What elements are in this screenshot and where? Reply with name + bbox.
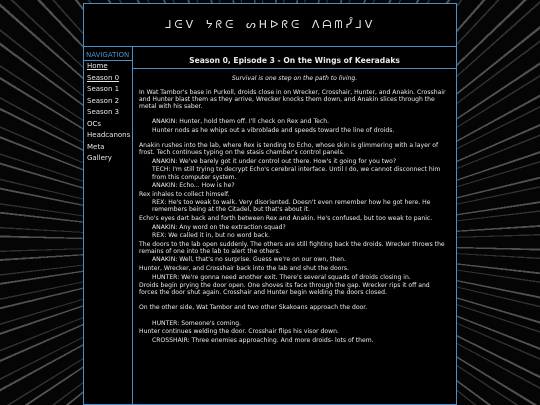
script-paragraph: In Wat Tambor's base in Purkoll, droids close in on Wrecker, Crosshair, Hunter, and Anakin. Crosshair and Hunter blast them as they arrive, Wrecker knocks them down, and Anakin slices through the metal with his saber. (139, 89, 446, 111)
script-dialogue: ANAKIN: Hunter, hold them off. I'll check on Rex and Tech. (152, 118, 330, 126)
page-subtitle: Survival is one step on the path to living. (231, 75, 358, 83)
script-dialogue: CROSSHAIR: Three enemies approaching. And more droids- lots of them. (152, 336, 374, 344)
nav-item-season-2[interactable]: Season 2 (87, 96, 120, 105)
script-action: Hunter nods as he whips out a vibroblade and speeds toward the line of droids. (152, 127, 395, 135)
site-container (83, 3, 457, 405)
script-paragraph: On the other side, Wat Tambor and two other Skakoans approach the door. (139, 304, 368, 312)
script-dialogue: TECH: I'm still trying to decrypt Echo's cerebral interface. Until I do, we cannot disconnect him from this computer system. (152, 166, 441, 181)
nav-title: NAVIGATION (84, 50, 132, 61)
nav-item-season-3[interactable]: Season 3 (87, 108, 120, 116)
script-paragraph: Echo's eyes dart back and forth between Rex and Anakin. He's confused, but too weak to panic. (139, 215, 433, 222)
script-paragraph: Anakin rushes into the lab, where Rex is tending to Echo, whose skin is glimmering with a layer of frost. Tech continues typing on the stasis chamber's control panels. (139, 142, 439, 157)
nav-item-gallery[interactable]: Gallery (87, 154, 112, 162)
script-paragraph: Hunter continues welding the door. Crosshair flips his visor down. (139, 328, 339, 336)
script-paragraph: Rex inhales to collect himself. (139, 190, 230, 198)
script-dialogue: REX: We called it in, but no word back. (152, 232, 270, 240)
nav-item-season-0[interactable]: Season 0 (87, 73, 120, 82)
sidebar-navigation (84, 47, 133, 405)
nav-item-meta[interactable]: Meta (87, 142, 105, 151)
script-dialogue: ANAKIN: Well, that's no surprise. Guess we're on our own, then. (152, 256, 346, 264)
site-header-logo: ᒧᕮᐯ ᔭᖇᕮ ᔕᕼᐅᖇᕮ ᐱᗩᗰᓮᒧᐯ (164, 18, 376, 31)
main-content (133, 47, 456, 405)
script-paragraph: Hunter, Wrecker, and Crosshair back into the lab and shut the doors. (139, 265, 350, 273)
script-dialogue: REX: He's too weak to walk. Very disoriented. Doesn't even remember how he got here. He remembers being at the Citadel, but that's about it. (152, 199, 431, 214)
script-paragraph: Droids begin prying the door open. One shoves its face through the gap. Wrecker rips it off and forces the door shut again. Crosshair and Hunter begin welding the doors closed. (139, 282, 430, 297)
script-dialogue: ANAKIN: We've barely got it under control out there. How's it going for you two? (152, 157, 397, 165)
layout-row (84, 47, 456, 405)
script-paragraph: The doors to the lab open suddenly. The others are still fighting back the droids. Wrecker throws the remains of one into the lab to alert the others. (139, 240, 445, 255)
nav-item-ocs[interactable]: OCs (87, 119, 102, 128)
script-dialogue: ANAKIN: Any word on the extraction squad? (152, 223, 286, 231)
nav-item-headcanons[interactable]: Headcanons (87, 131, 131, 139)
site-header (84, 4, 456, 47)
script-dialogue: HUNTER: Someone's coming. (152, 319, 241, 327)
nav-item-season-1[interactable]: Season 1 (87, 85, 120, 93)
script-dialogue: ANAKIN: Echo... How is he? (152, 182, 235, 190)
nav-item-home[interactable]: Home (87, 62, 108, 70)
page-title: Season 0, Episode 3 - On the Wings of Keeradaks (133, 47, 456, 69)
script-dialogue: HUNTER: We're gonna need another exit. There's several squads of droids closing in. (152, 273, 411, 281)
